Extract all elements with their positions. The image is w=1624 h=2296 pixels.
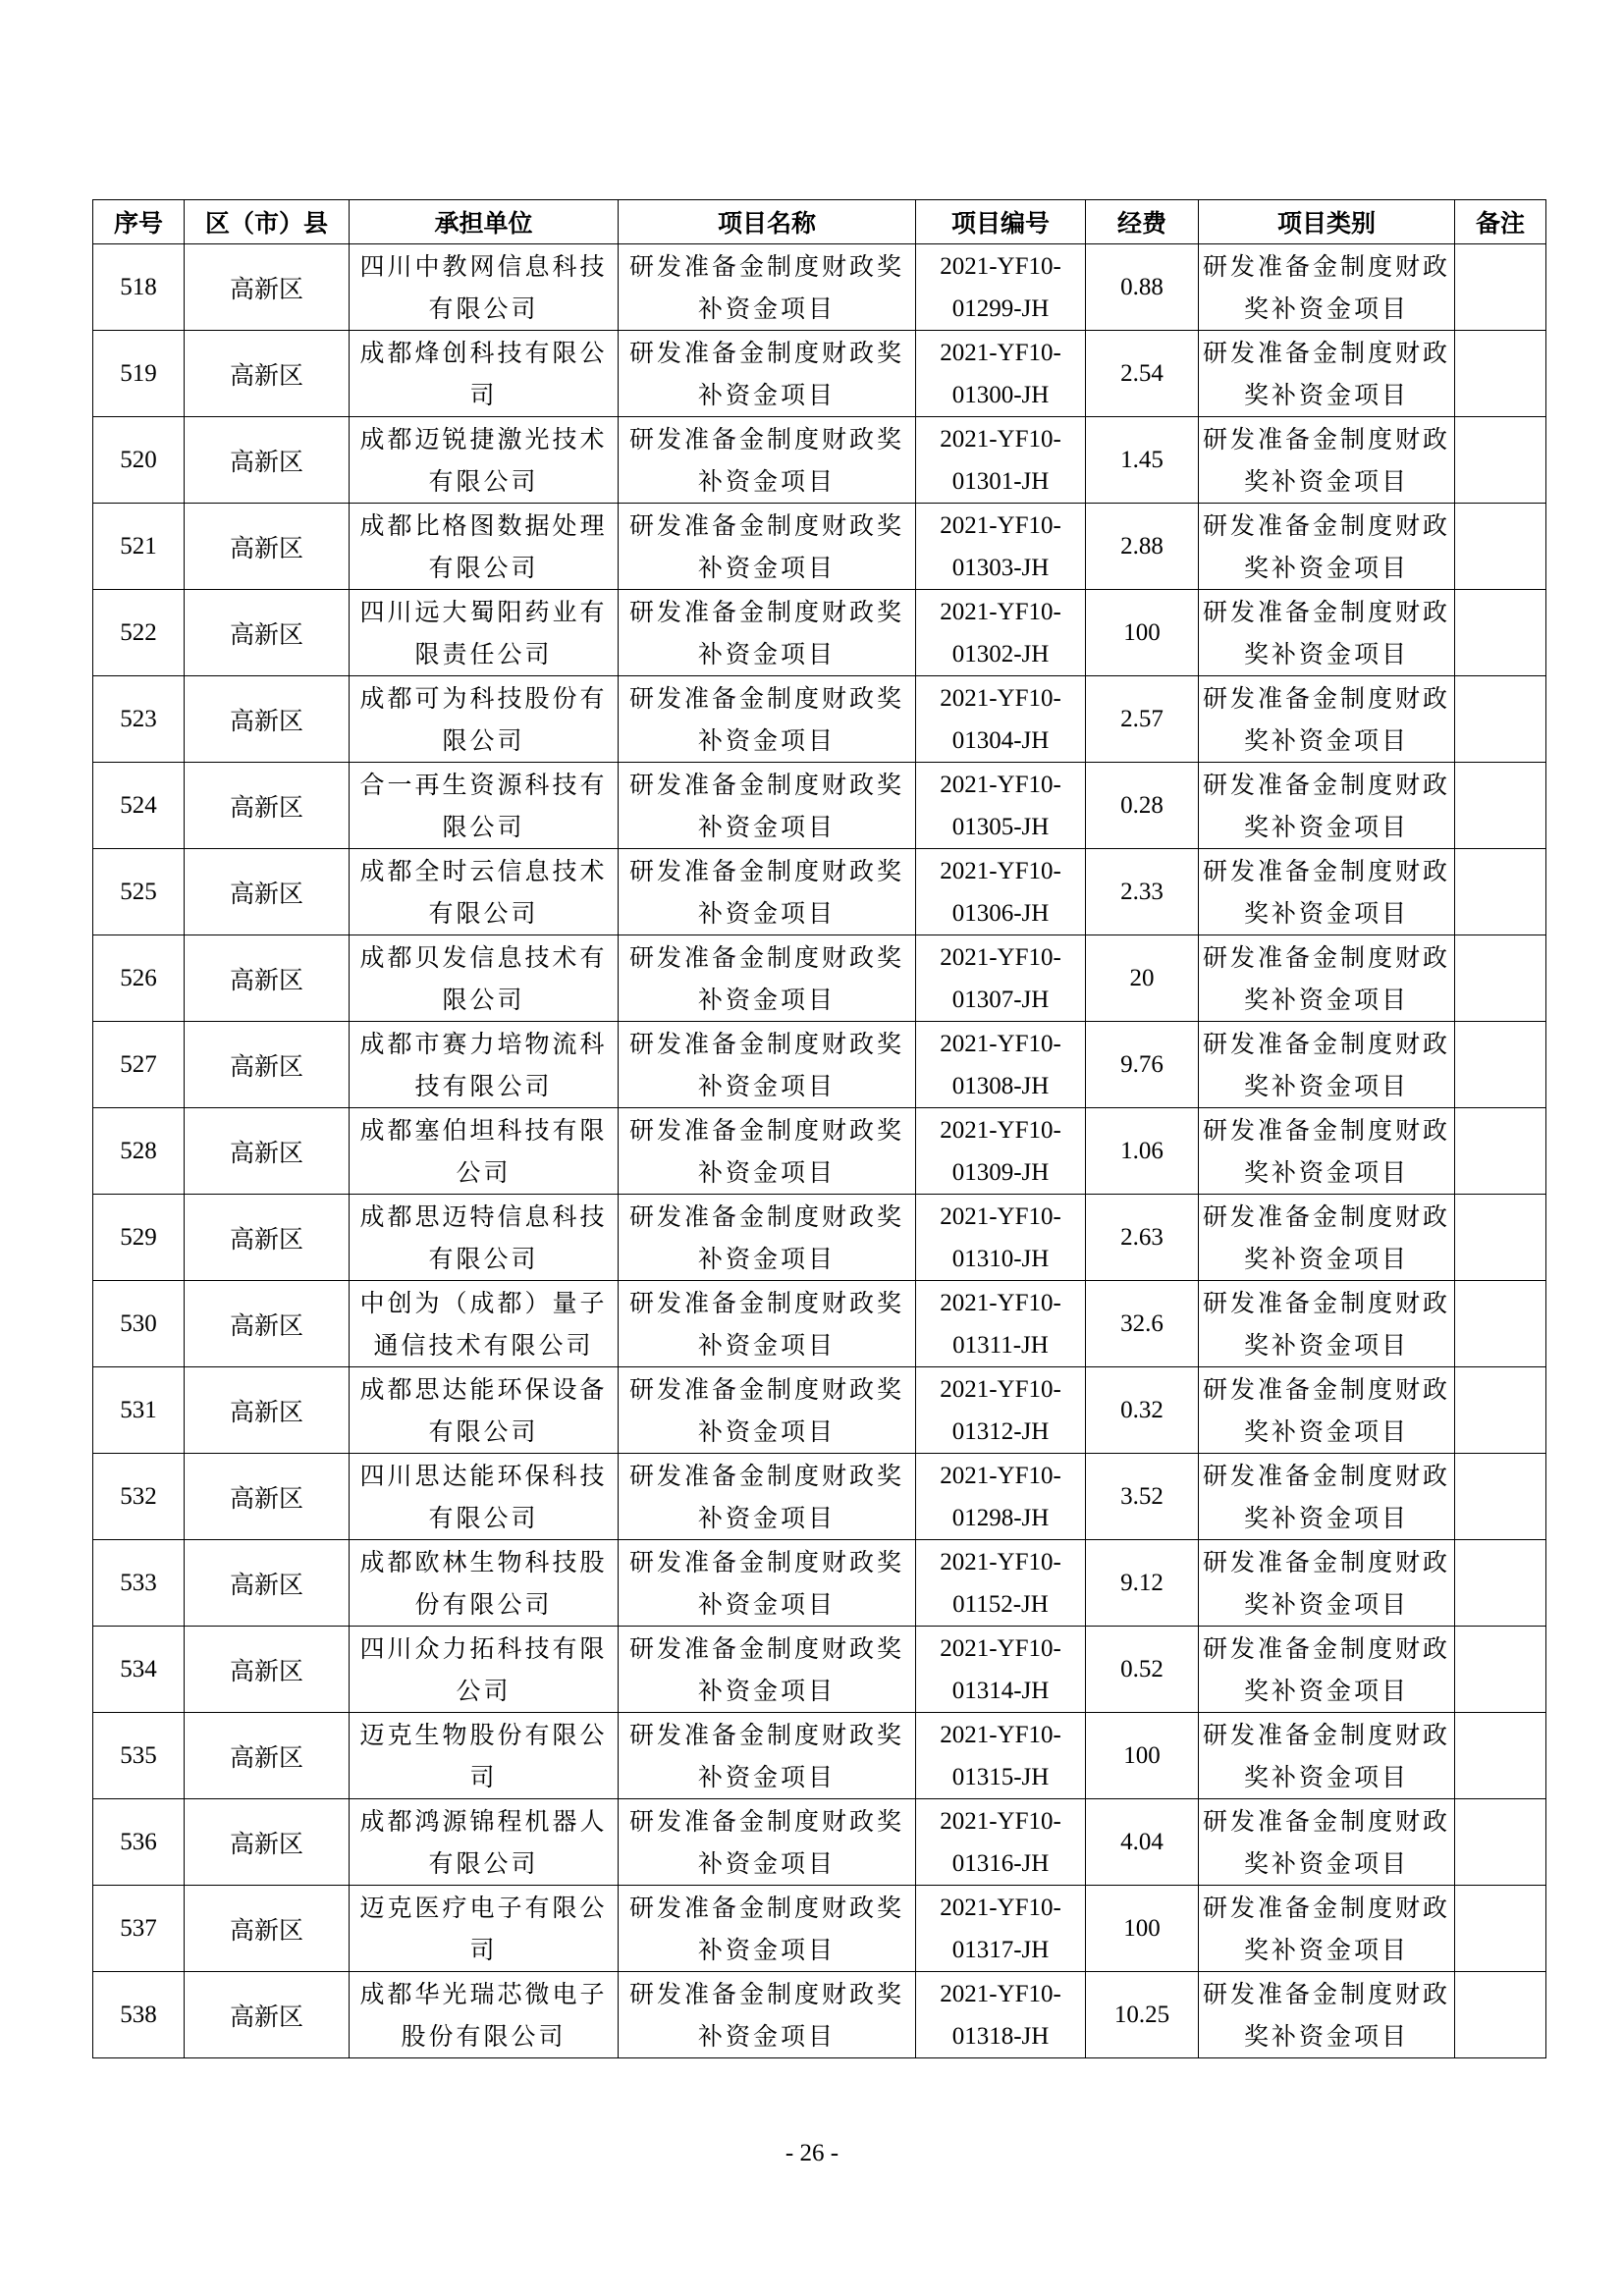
cell-note [1455, 1972, 1546, 2058]
cell-unit: 四川众力拓科技有限公司 [350, 1627, 619, 1713]
cell-fund: 100 [1086, 1886, 1199, 1972]
cell-unit: 成都烽创科技有限公司 [350, 331, 619, 417]
cell-note [1455, 1108, 1546, 1195]
cell-note [1455, 935, 1546, 1022]
cell-category: 研发准备金制度财政奖补资金项目 [1199, 1627, 1455, 1713]
table-row [93, 1108, 1546, 1195]
cell-unit: 迈克医疗电子有限公司 [350, 1886, 619, 1972]
cell-project-code: 2021-YF10-01317-JH [916, 1886, 1086, 1972]
cell-fund: 0.28 [1086, 763, 1199, 849]
cell-index: 525 [93, 849, 185, 935]
cell-unit: 中创为（成都）量子通信技术有限公司 [350, 1281, 619, 1367]
cell-fund: 4.04 [1086, 1799, 1199, 1886]
cell-project-code: 2021-YF10-01301-JH [916, 417, 1086, 504]
cell-project-code: 2021-YF10-01309-JH [916, 1108, 1086, 1195]
cell-project-code: 2021-YF10-01311-JH [916, 1281, 1086, 1367]
cell-district: 高新区 [185, 244, 350, 331]
cell-project-code: 2021-YF10-01152-JH [916, 1540, 1086, 1627]
cell-note [1455, 1886, 1546, 1972]
table-row [93, 1972, 1546, 2058]
cell-district: 高新区 [185, 1195, 350, 1281]
cell-note [1455, 849, 1546, 935]
header-index: 序号 [93, 200, 185, 244]
cell-fund: 0.52 [1086, 1627, 1199, 1713]
cell-category: 研发准备金制度财政奖补资金项目 [1199, 1713, 1455, 1799]
cell-note [1455, 1022, 1546, 1108]
header-project-name: 项目名称 [619, 200, 916, 244]
cell-unit: 成都鸿源锦程机器人有限公司 [350, 1799, 619, 1886]
cell-category: 研发准备金制度财政奖补资金项目 [1199, 244, 1455, 331]
cell-index: 527 [93, 1022, 185, 1108]
cell-unit: 四川中教网信息科技有限公司 [350, 244, 619, 331]
page-number: - 26 - [785, 2140, 839, 2166]
cell-district: 高新区 [185, 1367, 350, 1454]
table-row [93, 590, 1546, 676]
cell-project-name: 研发准备金制度财政奖补资金项目 [619, 1454, 916, 1540]
cell-note [1455, 1281, 1546, 1367]
cell-note [1455, 1367, 1546, 1454]
cell-category: 研发准备金制度财政奖补资金项目 [1199, 1972, 1455, 2058]
table-row [93, 1627, 1546, 1713]
header-fund: 经费 [1086, 200, 1199, 244]
table-row [93, 1713, 1546, 1799]
table-row [93, 1454, 1546, 1540]
cell-unit: 迈克生物股份有限公司 [350, 1713, 619, 1799]
table-row [93, 417, 1546, 504]
table-row [93, 504, 1546, 590]
header-district: 区（市）县 [185, 200, 350, 244]
cell-district: 高新区 [185, 1713, 350, 1799]
cell-project-code: 2021-YF10-01300-JH [916, 331, 1086, 417]
cell-project-name: 研发准备金制度财政奖补资金项目 [619, 1627, 916, 1713]
cell-unit: 四川远大蜀阳药业有限责任公司 [350, 590, 619, 676]
cell-project-name: 研发准备金制度财政奖补资金项目 [619, 1022, 916, 1108]
cell-category: 研发准备金制度财政奖补资金项目 [1199, 1022, 1455, 1108]
cell-fund: 1.06 [1086, 1108, 1199, 1195]
cell-category: 研发准备金制度财政奖补资金项目 [1199, 1886, 1455, 1972]
cell-fund: 32.6 [1086, 1281, 1199, 1367]
cell-index: 537 [93, 1886, 185, 1972]
cell-district: 高新区 [185, 1454, 350, 1540]
cell-category: 研发准备金制度财政奖补资金项目 [1199, 1799, 1455, 1886]
cell-index: 535 [93, 1713, 185, 1799]
cell-note [1455, 763, 1546, 849]
header-unit: 承担单位 [350, 200, 619, 244]
table-row [93, 1540, 1546, 1627]
table-row [93, 1281, 1546, 1367]
cell-category: 研发准备金制度财政奖补资金项目 [1199, 1195, 1455, 1281]
cell-fund: 2.54 [1086, 331, 1199, 417]
cell-district: 高新区 [185, 504, 350, 590]
table-row [93, 331, 1546, 417]
cell-project-name: 研发准备金制度财政奖补资金项目 [619, 1281, 916, 1367]
cell-district: 高新区 [185, 849, 350, 935]
cell-note [1455, 676, 1546, 763]
cell-note [1455, 504, 1546, 590]
cell-project-name: 研发准备金制度财政奖补资金项目 [619, 1195, 916, 1281]
cell-note [1455, 331, 1546, 417]
cell-category: 研发准备金制度财政奖补资金项目 [1199, 763, 1455, 849]
cell-project-code: 2021-YF10-01302-JH [916, 590, 1086, 676]
cell-unit: 成都贝发信息技术有限公司 [350, 935, 619, 1022]
cell-category: 研发准备金制度财政奖补资金项目 [1199, 1454, 1455, 1540]
cell-project-code: 2021-YF10-01314-JH [916, 1627, 1086, 1713]
cell-project-name: 研发准备金制度财政奖补资金项目 [619, 849, 916, 935]
cell-district: 高新区 [185, 935, 350, 1022]
cell-note [1455, 1627, 1546, 1713]
cell-fund: 2.57 [1086, 676, 1199, 763]
table-row [93, 763, 1546, 849]
cell-note [1455, 1713, 1546, 1799]
table-row [93, 1367, 1546, 1454]
cell-fund: 1.45 [1086, 417, 1199, 504]
table-row [93, 244, 1546, 331]
cell-index: 526 [93, 935, 185, 1022]
cell-project-name: 研发准备金制度财政奖补资金项目 [619, 417, 916, 504]
cell-unit: 四川思达能环保科技有限公司 [350, 1454, 619, 1540]
cell-project-code: 2021-YF10-01298-JH [916, 1454, 1086, 1540]
cell-district: 高新区 [185, 1627, 350, 1713]
cell-fund: 2.33 [1086, 849, 1199, 935]
cell-unit: 成都可为科技股份有限公司 [350, 676, 619, 763]
cell-category: 研发准备金制度财政奖补资金项目 [1199, 676, 1455, 763]
cell-index: 538 [93, 1972, 185, 2058]
cell-note [1455, 1195, 1546, 1281]
cell-project-name: 研发准备金制度财政奖补资金项目 [619, 590, 916, 676]
cell-district: 高新区 [185, 1540, 350, 1627]
cell-district: 高新区 [185, 1972, 350, 2058]
table-row [93, 1022, 1546, 1108]
cell-unit: 成都华光瑞芯微电子股份有限公司 [350, 1972, 619, 2058]
cell-district: 高新区 [185, 1799, 350, 1886]
cell-project-code: 2021-YF10-01303-JH [916, 504, 1086, 590]
cell-index: 529 [93, 1195, 185, 1281]
table-row [93, 1886, 1546, 1972]
cell-district: 高新区 [185, 417, 350, 504]
table-row [93, 1799, 1546, 1886]
cell-category: 研发准备金制度财政奖补资金项目 [1199, 331, 1455, 417]
cell-note [1455, 1799, 1546, 1886]
cell-project-name: 研发准备金制度财政奖补资金项目 [619, 331, 916, 417]
cell-project-name: 研发准备金制度财政奖补资金项目 [619, 676, 916, 763]
cell-fund: 20 [1086, 935, 1199, 1022]
cell-unit: 成都比格图数据处理有限公司 [350, 504, 619, 590]
cell-project-code: 2021-YF10-01318-JH [916, 1972, 1086, 2058]
cell-fund: 2.63 [1086, 1195, 1199, 1281]
cell-unit: 合一再生资源科技有限公司 [350, 763, 619, 849]
cell-project-name: 研发准备金制度财政奖补资金项目 [619, 1540, 916, 1627]
cell-unit: 成都塞伯坦科技有限公司 [350, 1108, 619, 1195]
cell-note [1455, 244, 1546, 331]
cell-project-code: 2021-YF10-01315-JH [916, 1713, 1086, 1799]
cell-index: 521 [93, 504, 185, 590]
cell-unit: 成都市赛力培物流科技有限公司 [350, 1022, 619, 1108]
cell-district: 高新区 [185, 676, 350, 763]
cell-project-name: 研发准备金制度财政奖补资金项目 [619, 504, 916, 590]
header-note: 备注 [1455, 200, 1546, 244]
cell-district: 高新区 [185, 1108, 350, 1195]
cell-fund: 10.25 [1086, 1972, 1199, 2058]
cell-project-name: 研发准备金制度财政奖补资金项目 [619, 244, 916, 331]
cell-category: 研发准备金制度财政奖补资金项目 [1199, 590, 1455, 676]
cell-category: 研发准备金制度财政奖补资金项目 [1199, 849, 1455, 935]
cell-project-name: 研发准备金制度财政奖补资金项目 [619, 1367, 916, 1454]
cell-fund: 9.76 [1086, 1022, 1199, 1108]
cell-project-name: 研发准备金制度财政奖补资金项目 [619, 1799, 916, 1886]
cell-project-code: 2021-YF10-01310-JH [916, 1195, 1086, 1281]
table-row [93, 935, 1546, 1022]
cell-district: 高新区 [185, 590, 350, 676]
cell-index: 528 [93, 1108, 185, 1195]
table-body [93, 244, 1546, 2058]
cell-project-name: 研发准备金制度财政奖补资金项目 [619, 1972, 916, 2058]
cell-note [1455, 417, 1546, 504]
cell-project-code: 2021-YF10-01308-JH [916, 1022, 1086, 1108]
cell-unit: 成都欧林生物科技股份有限公司 [350, 1540, 619, 1627]
cell-fund: 100 [1086, 590, 1199, 676]
cell-index: 533 [93, 1540, 185, 1627]
cell-project-name: 研发准备金制度财政奖补资金项目 [619, 1886, 916, 1972]
cell-project-name: 研发准备金制度财政奖补资金项目 [619, 1713, 916, 1799]
cell-note [1455, 1454, 1546, 1540]
cell-index: 518 [93, 244, 185, 331]
table-header-row [93, 200, 1546, 244]
cell-category: 研发准备金制度财政奖补资金项目 [1199, 417, 1455, 504]
cell-category: 研发准备金制度财政奖补资金项目 [1199, 935, 1455, 1022]
cell-project-code: 2021-YF10-01305-JH [916, 763, 1086, 849]
table-row [93, 676, 1546, 763]
cell-district: 高新区 [185, 1886, 350, 1972]
cell-project-code: 2021-YF10-01307-JH [916, 935, 1086, 1022]
cell-index: 520 [93, 417, 185, 504]
cell-fund: 9.12 [1086, 1540, 1199, 1627]
table-row [93, 1195, 1546, 1281]
cell-district: 高新区 [185, 763, 350, 849]
cell-note [1455, 1540, 1546, 1627]
cell-index: 530 [93, 1281, 185, 1367]
cell-category: 研发准备金制度财政奖补资金项目 [1199, 1367, 1455, 1454]
cell-index: 524 [93, 763, 185, 849]
cell-category: 研发准备金制度财政奖补资金项目 [1199, 504, 1455, 590]
cell-project-code: 2021-YF10-01312-JH [916, 1367, 1086, 1454]
cell-index: 519 [93, 331, 185, 417]
cell-project-code: 2021-YF10-01316-JH [916, 1799, 1086, 1886]
cell-project-name: 研发准备金制度财政奖补资金项目 [619, 1108, 916, 1195]
cell-project-name: 研发准备金制度财政奖补资金项目 [619, 763, 916, 849]
cell-fund: 0.32 [1086, 1367, 1199, 1454]
header-category: 项目类别 [1199, 200, 1455, 244]
cell-unit: 成都迈锐捷激光技术有限公司 [350, 417, 619, 504]
cell-district: 高新区 [185, 331, 350, 417]
cell-project-code: 2021-YF10-01299-JH [916, 244, 1086, 331]
project-table [92, 199, 1546, 2058]
cell-fund: 3.52 [1086, 1454, 1199, 1540]
cell-fund: 0.88 [1086, 244, 1199, 331]
cell-district: 高新区 [185, 1281, 350, 1367]
cell-project-code: 2021-YF10-01304-JH [916, 676, 1086, 763]
cell-project-name: 研发准备金制度财政奖补资金项目 [619, 935, 916, 1022]
cell-note [1455, 590, 1546, 676]
cell-project-code: 2021-YF10-01306-JH [916, 849, 1086, 935]
table-row [93, 849, 1546, 935]
cell-index: 536 [93, 1799, 185, 1886]
cell-category: 研发准备金制度财政奖补资金项目 [1199, 1540, 1455, 1627]
cell-index: 534 [93, 1627, 185, 1713]
cell-category: 研发准备金制度财政奖补资金项目 [1199, 1281, 1455, 1367]
cell-category: 研发准备金制度财政奖补资金项目 [1199, 1108, 1455, 1195]
cell-unit: 成都全时云信息技术有限公司 [350, 849, 619, 935]
cell-unit: 成都思达能环保设备有限公司 [350, 1367, 619, 1454]
cell-index: 532 [93, 1454, 185, 1540]
cell-fund: 2.88 [1086, 504, 1199, 590]
cell-unit: 成都思迈特信息科技有限公司 [350, 1195, 619, 1281]
cell-fund: 100 [1086, 1713, 1199, 1799]
cell-district: 高新区 [185, 1022, 350, 1108]
cell-index: 531 [93, 1367, 185, 1454]
header-project-code: 项目编号 [916, 200, 1086, 244]
cell-index: 523 [93, 676, 185, 763]
cell-index: 522 [93, 590, 185, 676]
